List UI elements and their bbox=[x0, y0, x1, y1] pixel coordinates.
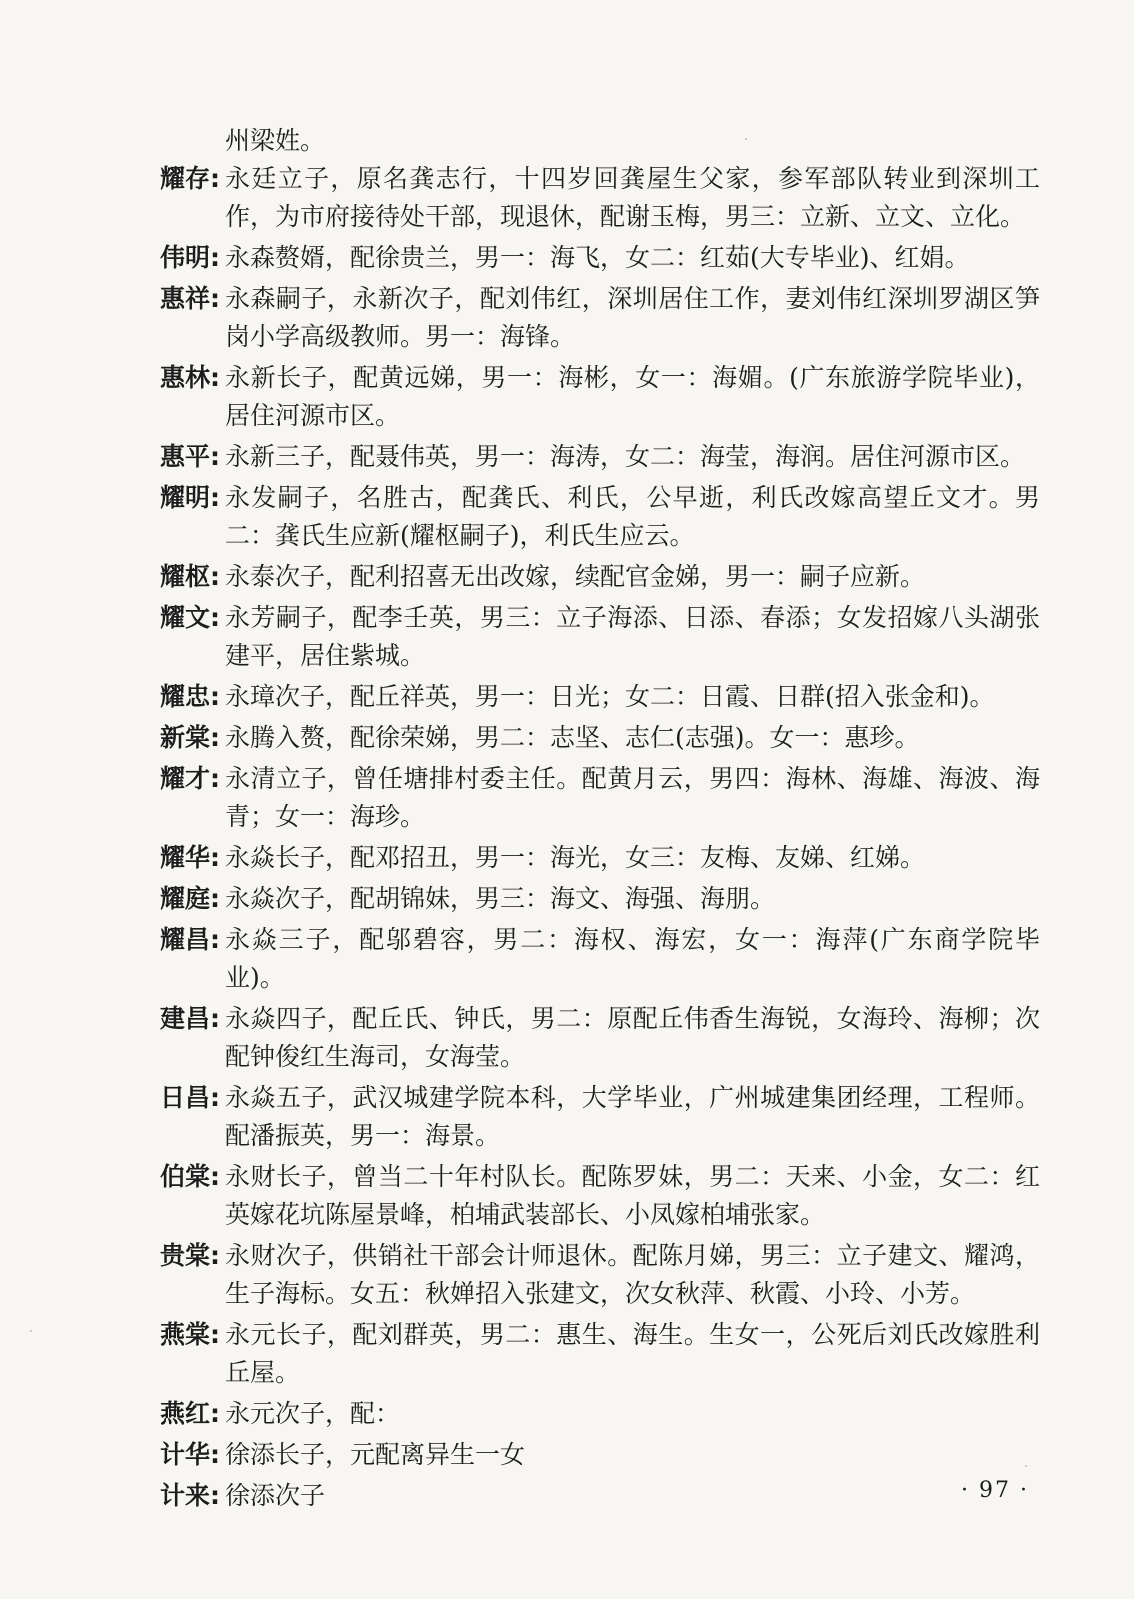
genealogy-entry bbox=[160, 678, 1040, 716]
entry-name: 燕红: bbox=[160, 1399, 220, 1428]
genealogy-entry bbox=[160, 1436, 1040, 1474]
entry-name: 耀枢: bbox=[160, 562, 220, 591]
entry-name: 耀明: bbox=[160, 483, 220, 512]
entry-text: 永泰次子，配利招喜无出改嫁，续配官金娣，男一：嗣子应新。 bbox=[225, 562, 926, 591]
entry-name: 耀文: bbox=[160, 603, 220, 632]
genealogy-entry bbox=[160, 1316, 1040, 1392]
genealogy-entry bbox=[160, 280, 1040, 356]
paper-speck bbox=[745, 138, 747, 140]
entry-text: 永焱五子，武汉城建学院本科，大学毕业，广州城建集团经理，工程师。配潘振英，男一：海景。 bbox=[225, 1083, 1040, 1150]
entry-name: 耀华: bbox=[160, 843, 220, 872]
entry-text: 永森赘婿，配徐贵兰，男一：海飞，女二：红茹(大专毕业)、红娟。 bbox=[225, 243, 970, 272]
entry-text: 永森嗣子，永新次子，配刘伟红，深圳居住工作，妻刘伟红深圳罗湖区笋岗小学高级教师。男一：海锋。 bbox=[225, 284, 1040, 351]
paper-speck bbox=[1025, 1465, 1027, 1467]
entry-text: 永新长子，配黄远娣，男一：海彬，女一：海媚。(广东旅游学院毕业)，居住河源市区。 bbox=[225, 363, 1040, 430]
entry-text: 徐添长子，元配离异生一女 bbox=[225, 1440, 526, 1469]
genealogy-entry bbox=[160, 1079, 1040, 1155]
genealogy-entry bbox=[160, 160, 1040, 236]
entry-text: 永财长子，曾当二十年村队长。配陈罗妹，男二：天来、小金，女二：红英嫁花坑陈屋景峰，柏埔武装部长、小凤嫁柏埔张家。 bbox=[225, 1162, 1040, 1229]
genealogy-entry bbox=[160, 558, 1040, 596]
entry-text: 永财次子，供销社干部会计师退休。配陈月娣，男三：立子建文、耀鸿，生子海标。女五：秋婵招入张建文，次女秋萍、秋霞、小玲、小芳。 bbox=[225, 1241, 1040, 1308]
entry-text: 永元次子，配： bbox=[225, 1399, 401, 1428]
genealogy-entry bbox=[160, 479, 1040, 555]
genealogy-entry bbox=[160, 239, 1040, 277]
entry-name: 日昌: bbox=[160, 1083, 220, 1112]
genealogy-entry bbox=[160, 839, 1040, 877]
genealogy-entry bbox=[160, 1158, 1040, 1234]
entry-name: 惠林: bbox=[160, 363, 220, 392]
entry-text: 永焱四子，配丘氏、钟氏，男二：原配丘伟香生海锐，女海玲、海柳；次配钟俊红生海司，女海莹。 bbox=[225, 1004, 1040, 1071]
entry-text: 永元长子，配刘群英，男二：惠生、海生。生女一，公死后刘氏改嫁胜利丘屋。 bbox=[225, 1320, 1040, 1387]
entry-name: 建昌: bbox=[160, 1004, 220, 1033]
entry-name: 惠平: bbox=[160, 442, 220, 471]
genealogy-entry bbox=[160, 1477, 1040, 1515]
entry-name: 耀庭: bbox=[160, 884, 220, 913]
genealogy-entry bbox=[160, 599, 1040, 675]
entry-name: 耀忠: bbox=[160, 682, 220, 711]
entry-name: 耀才: bbox=[160, 764, 220, 793]
genealogy-entry bbox=[160, 880, 1040, 918]
entry-name: 耀昌: bbox=[160, 925, 220, 954]
genealogy-entry bbox=[160, 1395, 1040, 1433]
continuation-line: 州梁姓。 bbox=[225, 126, 326, 155]
genealogy-entry bbox=[160, 921, 1040, 997]
genealogy-entries bbox=[160, 122, 1040, 1515]
entry-text: 永廷立子，原名龚志行，十四岁回龚屋生父家，参军部队转业到深圳工作，为市府接待处干部，现退休，配谢玉梅，男三：立新、立文、立化。 bbox=[225, 164, 1040, 231]
entry-name: 燕棠: bbox=[160, 1320, 220, 1349]
entry-text: 永焱次子，配胡锦妹，男三：海文、海强、海朋。 bbox=[225, 884, 776, 913]
entry-text: 永焱三子，配邬碧容，男二：海权、海宏，女一：海萍(广东商学院毕业)。 bbox=[225, 925, 1040, 992]
entry-text: 永发嗣子，名胜古，配龚氏、利氏，公早逝，利氏改嫁高望丘文才。男二：龚氏生应新(耀枢嗣子)，利氏生应云。 bbox=[225, 483, 1040, 550]
entry-name: 贵棠: bbox=[160, 1241, 220, 1270]
genealogy-entry bbox=[160, 438, 1040, 476]
paper-speck bbox=[30, 1330, 32, 1332]
entry-name: 计来: bbox=[160, 1481, 220, 1510]
entry-text: 徐添次子 bbox=[225, 1481, 326, 1510]
genealogy-entry bbox=[160, 760, 1040, 836]
entry-list bbox=[160, 160, 1040, 1515]
entry-text: 永璋次子，配丘祥英，男一：日光；女二：日霞、日群(招入张金和)。 bbox=[225, 682, 995, 711]
genealogy-entry bbox=[160, 719, 1040, 757]
genealogy-entry bbox=[160, 1237, 1040, 1313]
entry-text: 永焱长子，配邓招丑，男一：海光，女三：友梅、友娣、红娣。 bbox=[225, 843, 926, 872]
entry-name: 伯棠: bbox=[160, 1162, 220, 1191]
entry-text: 永腾入赘，配徐荣娣，男二：志坚、志仁(志强)。女一：惠珍。 bbox=[225, 723, 920, 752]
entry-name: 新棠: bbox=[160, 723, 220, 752]
entry-name: 耀存: bbox=[160, 164, 220, 193]
page-number: · 97 · bbox=[961, 1478, 1029, 1503]
entry-name: 惠祥: bbox=[160, 284, 220, 313]
genealogy-entry bbox=[160, 1000, 1040, 1076]
entry-text: 永芳嗣子，配李壬英，男三：立子海添、日添、春添；女发招嫁八头湖张建平，居住紫城。 bbox=[225, 603, 1040, 670]
entry-name: 计华: bbox=[160, 1440, 220, 1469]
genealogy-entry bbox=[160, 359, 1040, 435]
entry-text: 永新三子，配聂伟英，男一：海涛，女二：海莹，海润。居住河源市区。 bbox=[225, 442, 1026, 471]
entry-name: 伟明: bbox=[160, 243, 220, 272]
entry-text: 永清立子，曾任塘排村委主任。配黄月云，男四：海林、海雄、海波、海青；女一：海珍。 bbox=[225, 764, 1040, 831]
